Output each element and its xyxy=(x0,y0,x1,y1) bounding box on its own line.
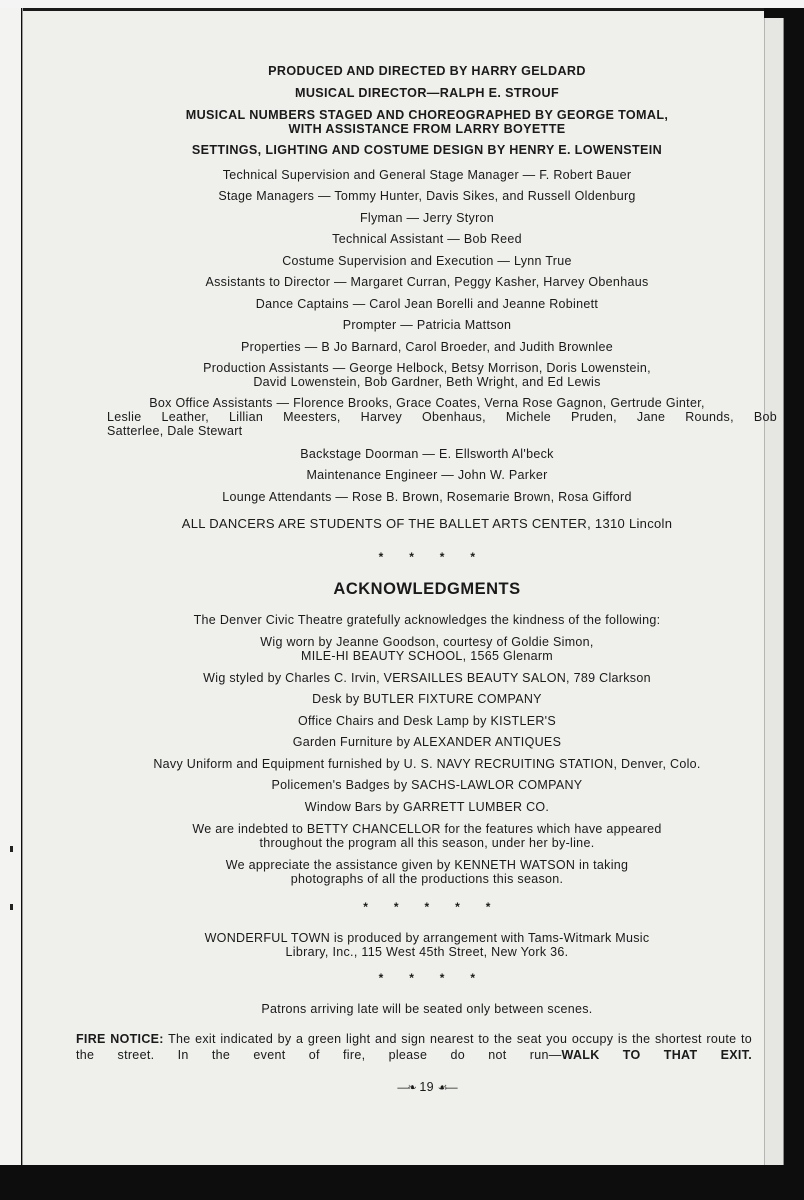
ack-item: Desk by BUTLER FIXTURE COMPANY xyxy=(312,692,542,706)
box-office-line1: Box Office Assistants — Florence Brooks, Grace Coates, Verna Rose Gagnon, Gertrude Ginter, xyxy=(149,396,705,410)
acknowledgments-intro: The Denver Civic Theatre gratefully acknowledges the kindness of the following: xyxy=(193,613,661,627)
fire-notice-emphasis: WALK TO THAT EXIT. xyxy=(561,1048,752,1062)
ack-item: Policemen's Badges by SACHS-LAWLOR COMPANY xyxy=(271,778,583,792)
page-folio xyxy=(92,1079,762,1096)
scan-left-margin xyxy=(0,8,21,1165)
staff-line: Technical Supervision and General Stage Manager — F. Robert Bauer xyxy=(222,168,632,182)
ack-watson-line2: photographs of all the productions this season. xyxy=(290,872,564,886)
separator-stars: * * * * xyxy=(378,971,476,985)
credit-choreography-line1: MUSICAL NUMBERS STAGED AND CHOREOGRAPHED BY GEORGE TOMAL, xyxy=(185,108,669,122)
production-assistants-line1: Production Assistants — George Helbock, Betsy Morrison, Doris Lowenstein, xyxy=(203,361,651,375)
staff-line: Lounge Attendants — Rose B. Brown, Rosemarie Brown, Rosa Gifford xyxy=(222,490,632,504)
ack-watson-line1: We appreciate the assistance given by KENNETH WATSON in taking xyxy=(225,858,629,872)
staff-line: Costume Supervision and Execution — Lynn True xyxy=(282,254,572,268)
folio-left-ornament-icon: —❧ xyxy=(397,1082,416,1094)
credit-choreography-line2: WITH ASSISTANCE FROM LARRY BOYETTE xyxy=(288,122,566,136)
page-edge xyxy=(764,18,784,1165)
ack-wig-worn-line2: MILE-HI BEAUTY SCHOOL, 1565 Glenarm xyxy=(300,649,554,663)
fire-notice-label: FIRE NOTICE: xyxy=(76,1032,164,1046)
page-number: 19 xyxy=(419,1080,434,1094)
staff-line: Prompter — Patricia Mattson xyxy=(342,318,512,332)
margin-mark xyxy=(10,846,13,852)
staff-line: Technical Assistant — Bob Reed xyxy=(332,232,522,246)
ack-chancellor-line2: throughout the program all this season, under her by-line. xyxy=(259,836,595,850)
ack-wig-worn-line1: Wig worn by Jeanne Goodson, courtesy of Goldie Simon, xyxy=(260,635,594,649)
fire-notice-text: The exit indicated by a green light and sign nearest to the seat you occupy is the shortest route to the street. In the event of fire, please do not run— xyxy=(76,1032,752,1062)
folio-right-ornament-icon: ☙— xyxy=(437,1082,457,1094)
box-office-line3: Satterlee, Dale Stewart xyxy=(107,424,243,438)
ack-item: Wig styled by Charles C. Irvin, VERSAILLES BEAUTY SALON, 789 Clarkson xyxy=(203,671,651,685)
dancers-note: ALL DANCERS ARE STUDENTS OF THE BALLET ARTS CENTER, 1310 Lincoln xyxy=(181,516,673,531)
staff-line: Maintenance Engineer — John W. Parker xyxy=(306,468,548,482)
ack-chancellor-line1: We are indebted to BETTY CHANCELLOR for the features which have appeared xyxy=(192,822,662,836)
staff-line: Flyman — Jerry Styron xyxy=(359,211,495,225)
program-page xyxy=(22,8,777,1165)
fire-notice xyxy=(76,1031,752,1063)
staff-line: Dance Captains — Carol Jean Borelli and Jeanne Robinett xyxy=(255,297,599,311)
arrangement-line2: Library, Inc., 115 West 45th Street, New York 36. xyxy=(285,945,569,959)
arrangement-line1: WONDERFUL TOWN is produced by arrangement with Tams-Witmark Music xyxy=(204,931,650,945)
staff-line: Backstage Doorman — E. Ellsworth Al'beck xyxy=(300,447,554,461)
staff-line: Assistants to Director — Margaret Curran, Peggy Kasher, Harvey Obenhaus xyxy=(205,275,649,289)
staff-line: Properties — B Jo Barnard, Carol Broeder, and Judith Brownlee xyxy=(241,340,613,354)
ack-item: Garden Furniture by ALEXANDER ANTIQUES xyxy=(292,735,562,749)
separator-stars: * * * * * xyxy=(363,900,491,914)
credit-musical-director: MUSICAL DIRECTOR—RALPH E. STROUF xyxy=(294,86,559,100)
credit-producer: PRODUCED AND DIRECTED BY HARRY GELDARD xyxy=(268,64,586,78)
acknowledgments-heading: ACKNOWLEDGMENTS xyxy=(333,580,521,598)
box-office-line2: Leslie Leather, Lillian Meesters, Harvey Obenhaus, Michele Pruden, Jane Rounds, Bob xyxy=(107,410,777,424)
scan-top-strip xyxy=(0,0,804,8)
production-assistants-line2: David Lowenstein, Bob Gardner, Beth Wright, and Ed Lewis xyxy=(253,375,601,389)
late-patrons-notice: Patrons arriving late will be seated only between scenes. xyxy=(261,1002,593,1016)
ack-item: Window Bars by GARRETT LUMBER CO. xyxy=(304,800,550,814)
staff-line: Stage Managers — Tommy Hunter, Davis Sikes, and Russell Oldenburg xyxy=(218,189,636,203)
ack-item: Office Chairs and Desk Lamp by KISTLER'S xyxy=(297,714,556,728)
margin-mark xyxy=(10,904,13,910)
separator-stars: * * * * xyxy=(378,550,476,564)
ack-item: Navy Uniform and Equipment furnished by U. S. NAVY RECRUITING STATION, Denver, Colo. xyxy=(153,757,701,771)
credit-settings: SETTINGS, LIGHTING AND COSTUME DESIGN BY HENRY E. LOWENSTEIN xyxy=(191,143,663,157)
